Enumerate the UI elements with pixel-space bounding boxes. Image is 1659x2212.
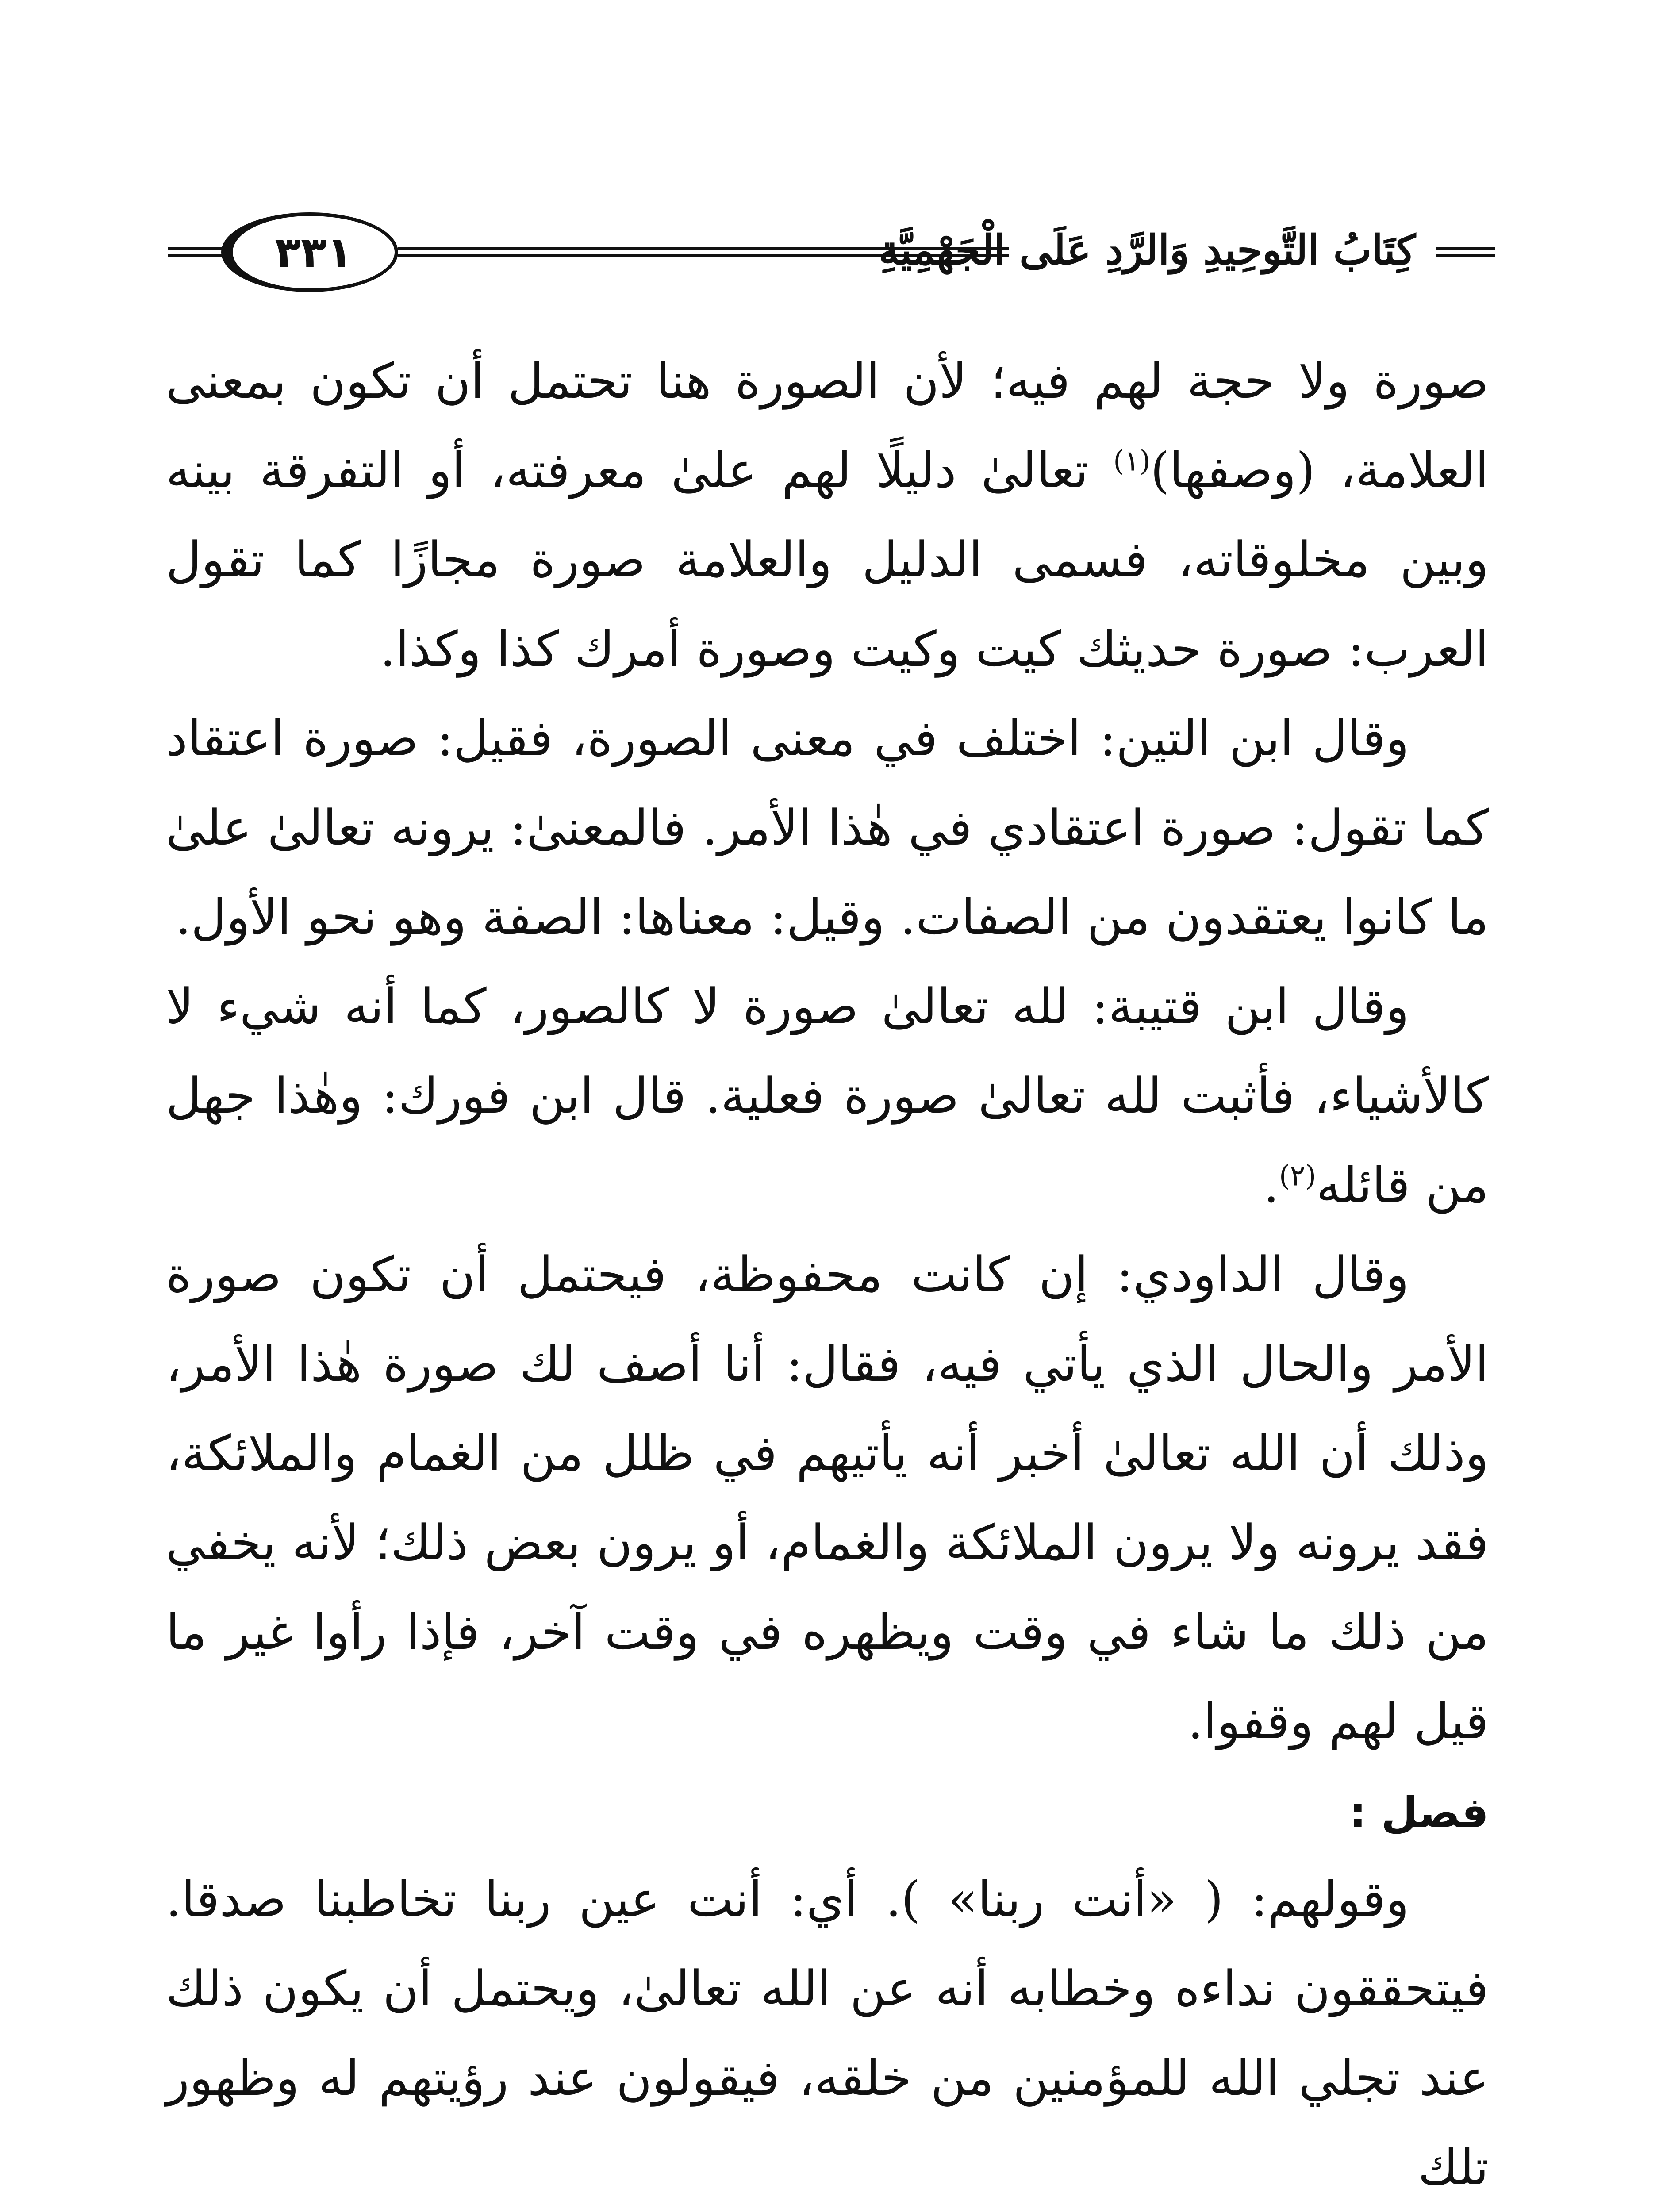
section-heading: فصل : (1349, 1788, 1489, 1837)
paragraph-text: صورة ولا حجة لهم فيه؛ لأن الصورة هنا تحتمل أن تكون بمعنى العلامة، (وصفها) (166, 353, 1489, 499)
page-number: ٣٣١ (275, 227, 353, 277)
paragraph-text: . (1263, 1157, 1279, 1214)
book-title: كِتَابُ التَّوحِيدِ وَالرَّدِ عَلَى الْجَهْمِيَّةِ (879, 226, 1416, 274)
footnote-reference-2: (٢) (1279, 1160, 1317, 1193)
header-rule-left (168, 247, 226, 257)
page-number-frame (221, 212, 398, 292)
main-text (166, 336, 1489, 2212)
paragraph-text: وقال ابن قتيبة: لله تعالىٰ صورة لا كالصور، كما أنه شيء لا كالأشياء، فأثبت لله تعالىٰ صورة فعلية. قال ابن فورك: وهٰذا جهل من قائله (166, 978, 1489, 1214)
header-rule-middle (398, 247, 1009, 257)
paragraph-section: وقولهم: ( «أنت ربنا» ). أي: أنت عين ربنا تخاطبنا صدقا. فيتحققون نداءه وخطابه أنه عن الله تعالىٰ، ويحتمل أن يكون ذلك عند تجلي الله للمؤمنين من خلقه، فيقولون عند رؤيتهم له وظهور تلك (166, 1871, 1489, 2196)
paragraph-ibn-al-tin: وقال ابن التين: اختلف في معنى الصورة، فقيل: صورة اعتقاد كما تقول: صورة اعتقادي في هٰذا الأمر. فالمعنىٰ: يرونه تعالىٰ علىٰ ما كانوا يعتقدون من الصفات. وقيل: معناها: الصفة وهو نحو الأول. (166, 710, 1489, 945)
paragraph-continuation (166, 336, 1489, 694)
paragraph-ibn-qutaybah (166, 962, 1489, 1230)
header-rule-right (1436, 247, 1495, 257)
running-header (168, 204, 1495, 301)
paragraph-text: تعالىٰ دليلًا لهم علىٰ معرفته، أو التفرقة بينه وبين مخلوقاته، فسمى الدليل والعلامة صورة مجازًا كما تقول العرب: صورة حديثك كيت وكيت وصورة أمرك كذا وكذا. (166, 442, 1489, 677)
paragraph-al-dawudi: وقال الداودي: إن كانت محفوظة، فيحتمل أن تكون صورة الأمر والحال الذي يأتي فيه، فقال: أنا أصف لك صورة هٰذا الأمر، وذلك أن الله تعالىٰ أخبر أنه يأتيهم في ظلل من الغمام والملائكة، فقد يرونه ولا يرون الملائكة والغمام، أو يرون بعض ذلك؛ لأنه يخفي من ذلك ما شاء في وقت ويظهره في وقت آخر، فإذا رأوا غير ما قيل لهم وقفوا. (166, 1246, 1489, 1750)
footnote-reference-1: (١) (1113, 445, 1151, 478)
